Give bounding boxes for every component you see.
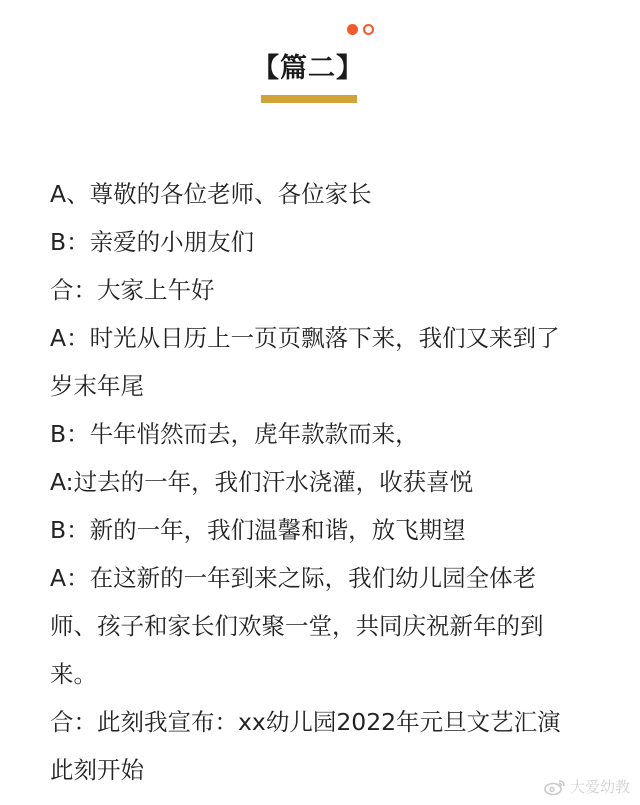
text-line: B：新的一年，我们温馨和谐，放飞期望 [50, 516, 466, 544]
inactive-dot [363, 24, 374, 35]
text-line: A、尊敬的各位老师、各位家长 [50, 180, 372, 208]
text-line: A：在这新的一年到来之际，我们幼儿园全体老 [50, 564, 537, 592]
weibo-icon [544, 779, 566, 795]
page-title: 【篇二】 [252, 53, 364, 84]
watermark [544, 776, 630, 797]
active-dot [347, 24, 358, 35]
text-line: A：时光从日历上一页页飘落下来，我们又来到了 [50, 324, 560, 352]
article-body [50, 170, 610, 794]
watermark-text: 大爱幼教 [569, 778, 630, 796]
text-line: 此刻开始 [50, 756, 144, 784]
text-line: 来。 [50, 660, 97, 688]
text-line: A:过去的一年，我们汗水浇灌，收获喜悦 [50, 468, 474, 496]
text-line: 合：此刻我宣布：xx幼儿园2022年元旦文艺汇演 [50, 708, 561, 736]
text-line: 师、孩子和家长们欢聚一堂，共同庆祝新年的到 [50, 612, 544, 640]
text-line: B：亲爱的小朋友们 [50, 228, 255, 256]
text-line: B：牛年悄然而去，虎年款款而来， [50, 420, 419, 448]
text-line: 岁末年尾 [50, 372, 144, 400]
text-line: 合：大家上午好 [50, 276, 215, 304]
pagination-dots [347, 24, 374, 35]
title-underline-bar [261, 95, 357, 103]
